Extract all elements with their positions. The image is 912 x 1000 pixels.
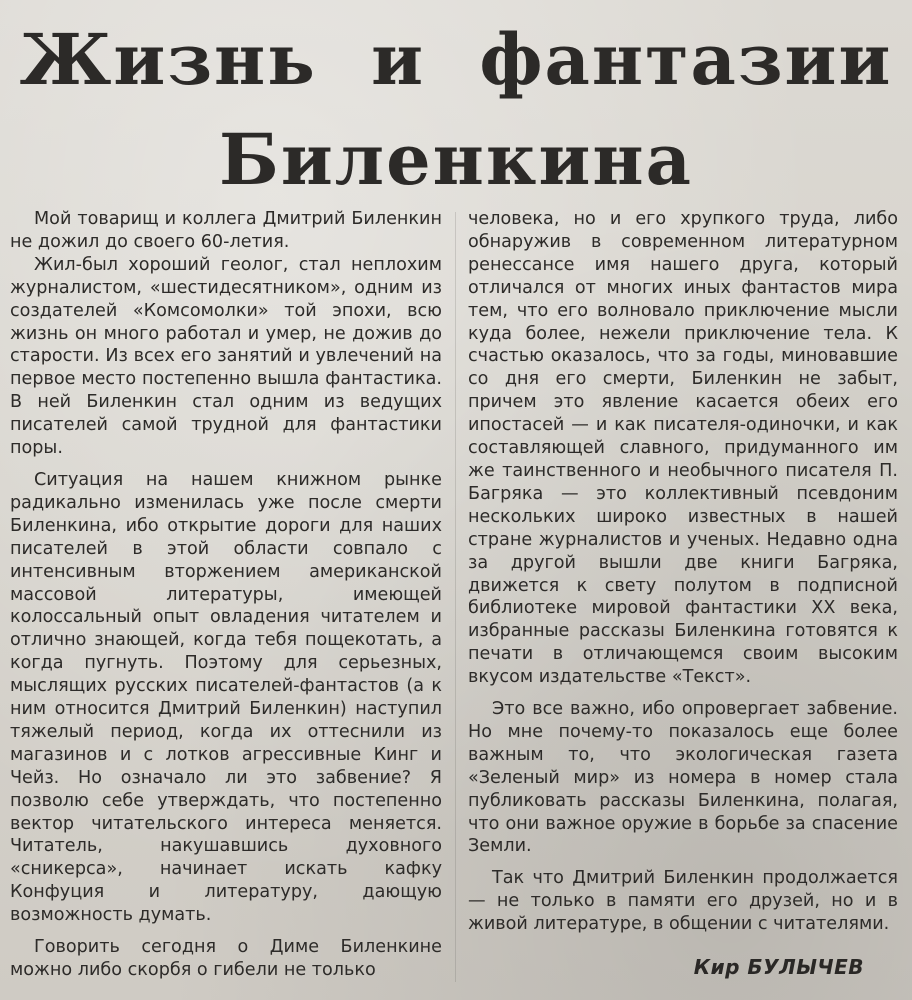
paragraph: Ситуация на нашем книжном рынке радикально изменилась уже после смерти Биленкина, ибо открытие дороги для наших писателей в этой области совпало с интенсивным вторжением американской массовой литературы, имеющей колоссальный опыт овладения читателем и отлично знающей, когда тебя пощекотать, а когда пугнуть. Поэтому для серьезных, мыслящих русских писателей-фантастов (а к ним относится Дмитрий Биленкин) наступил тяжелый период, когда их оттеснили из магазинов и с лотков агрессивные Кинг и Чейз. Но означало ли это забвение? Я позволю себе утверждать, что постепенно вектор читательского интереса меняется. Читатель, накушавшись духовного «сникерса», начинает искать кафку Конфуция и литературу, дающую возможность думать. xyxy=(10,469,442,926)
headline-line-1: Жизнь и фантазии xyxy=(19,18,893,101)
paragraph: Мой товарищ и коллега Дмитрий Биленкин не дожил до своего 60-летия. xyxy=(10,209,442,252)
left-column xyxy=(10,208,442,982)
paragraph: Это все важно, ибо опровергает забвение. Но мне почему-то показалось еще более важным то, что экологическая газета «Зеленый мир» из номера в номер стала публиковать рассказы Биленкина, полагая, что они важное оружие в борьбе за спасение Земли. xyxy=(468,699,898,857)
paragraph: Говорить сегодня о Диме Биленкине можно либо скорбя о гибели не только xyxy=(10,937,442,980)
author-signature: Кир БУЛЫЧЕВ xyxy=(693,955,864,979)
paragraph-continued: человека, но и его хрупкого труда, либо обнаружив в современном литературном ренессансе имя нашего друга, который отличался от многих иных фантастов мира тем, что его волновало приключение мысли куда более, нежели приключение тела. К счастью оказалось, что за годы, миновавшие со дня его смерти, Биленкин не забыт, причем это явление касается обеих его ипостасей — и как писателя-одиночки, и как составляющей славного, придуманного им же таинственного и необычного писателя П. Багряка — это коллективный псевдоним нескольких широко известных в нашей стране журналистов и ученых. Недавно одна за другой вышли две книги Багряка, движется к свету полутом в подписной библиотеке мировой фантастики XX века, избранные рассказы Биленкина готовятся к печати в отличающемся своим высоким вкусом издательстве «Текст». xyxy=(468,209,898,688)
right-column xyxy=(468,208,898,936)
headline-line-2: Биленкина xyxy=(219,118,693,201)
paragraph: Жил-был хороший геолог, стал неплохим журналистом, «шестидесятником», одним из создателей «Комсомолки» той эпохи, всю жизнь он много работал и умер, не дожив до старости. Из всех его занятий и увлечений на первое место постепенно вышла фантастика. В ней Биленкин стал одним из ведущих писателей самой трудной для фантастики поры. xyxy=(10,254,442,459)
column-divider xyxy=(455,212,456,982)
paragraph: Так что Дмитрий Биленкин продолжается — не только в памяти его друзей, но и в живой литературе, в общении с читателями. xyxy=(468,868,898,935)
